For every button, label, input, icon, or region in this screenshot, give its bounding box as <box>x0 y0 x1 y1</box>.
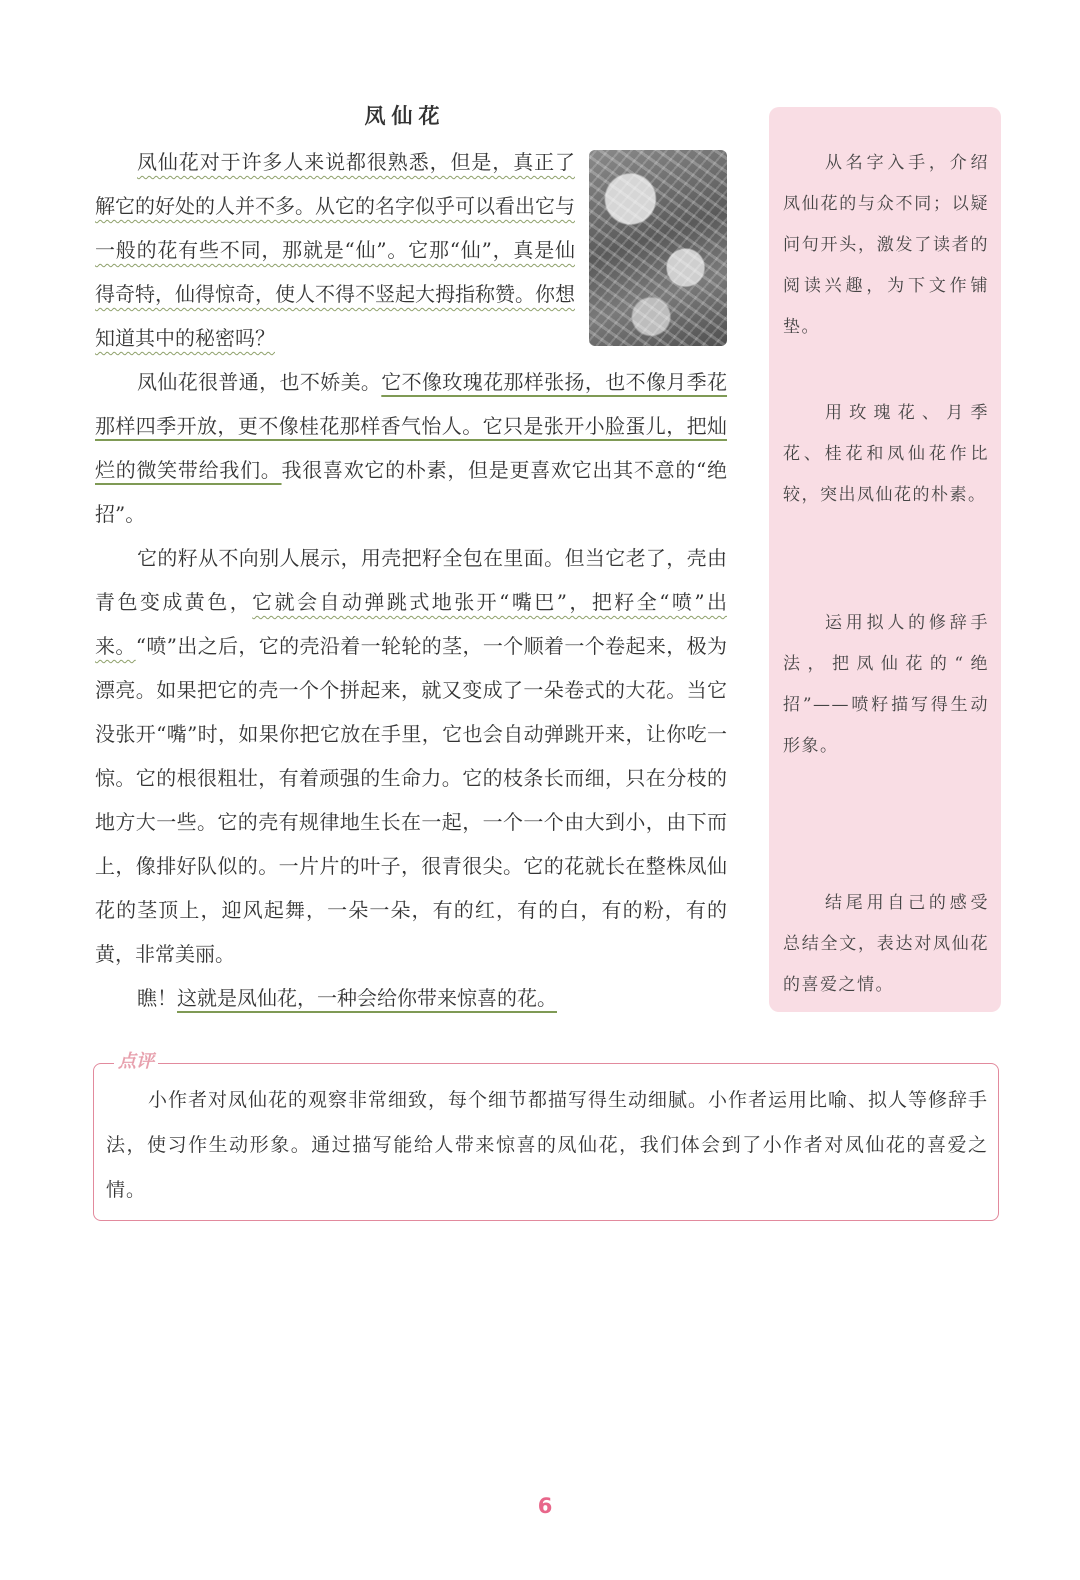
plain-text: 瞧！ <box>137 986 177 1010</box>
page-number: 6 <box>537 1494 553 1518</box>
article-paragraph-1 <box>95 140 727 360</box>
article-paragraph-2 <box>95 360 727 536</box>
sidebar-note-3: 运用拟人的修辞手法，把凤仙花的“绝招”——喷籽描写得生动形象。 <box>783 613 989 756</box>
plain-text: “喷”出之后，它的壳沿着一轮轮的茎，一个顺着一个卷起来，极为漂亮。如果把它的壳一个个拼起来，就又变成了一朵卷式的大花。当它没张开“嘴”时，如果你把它放在手里，它也会自动弹跳开来，让你吃一惊。它的根很粗壮，有着顽强的生命力。它的枝条长而细，只在分枝的地方大一些。它的壳有规律地生长在一起，一个一个由大到小，由下而上，像排好队似的。一片片的叶子，很青很尖。它的花就长在整株凤仙花的茎顶上，迎风起舞，一朵一朵，有的红，有的白，有的粉，有的黄，非常美丽。 <box>95 634 728 966</box>
wavy-underlined-text: 凤仙花对于许多人来说都很熟悉，但是，真正了解它的好处的人并不多。从它的名字似乎可以看出它与一般的花有些不同，那就是“仙”。它那“仙”，真是仙得奇特，仙得惊奇，使人不得不竖起大拇指称赞。你想知道其中的秘密吗？ <box>95 150 575 350</box>
underlined-text: 它不像玫瑰花那样张扬，也不像月季花那样四季开放，更不像桂花那样香气怡人。它只是张开小脸蛋儿，把灿烂的微笑带给我们。 <box>95 370 728 482</box>
plain-text: 我很喜欢它的朴素，但是更喜欢它出其不意的“绝招”。 <box>95 458 727 526</box>
article-paragraph-3 <box>95 536 727 976</box>
plain-text: 它的籽从不向别人展示，用壳把籽全包在里面。但当它老了，壳由青色变成黄色， <box>95 546 727 614</box>
article-paragraph-4 <box>95 976 727 1020</box>
sidebar-note-4: 结尾用自己的感受总结全文，表达对凤仙花的喜爱之情。 <box>783 893 989 995</box>
article-body <box>95 140 727 1020</box>
wavy-underlined-text: 它就会自动弹跳式地张开“嘴巴”，把籽全“喷”出来。 <box>95 590 728 658</box>
comment-text: 小作者对凤仙花的观察非常细致，每个细节都描写得生动细腻。小作者运用比喻、拟人等修辞手法，使习作生动形象。通过描写能给人带来惊喜的凤仙花，我们体会到了小作者对凤仙花的喜爱之情。 <box>106 1089 989 1201</box>
underlined-text: 这就是凤仙花，一种会给你带来惊喜的花。 <box>177 986 557 1010</box>
annotation-sidebar <box>769 107 1001 1012</box>
comment-label: 点评 <box>114 1048 158 1076</box>
sidebar-note-2: 用玫瑰花、月季花、桂花和凤仙花作比较，突出凤仙花的朴素。 <box>783 403 989 505</box>
flower-photo <box>589 150 727 346</box>
comment-box <box>93 1051 999 1221</box>
plain-text: 凤仙花很普通，也不娇美。 <box>137 370 382 394</box>
article-title: 凤仙花 <box>364 103 446 128</box>
sidebar-note-1: 从名字入手，介绍凤仙花的与众不同；以疑问句开头，激发了读者的阅读兴趣，为下文作铺垫。 <box>783 153 989 337</box>
